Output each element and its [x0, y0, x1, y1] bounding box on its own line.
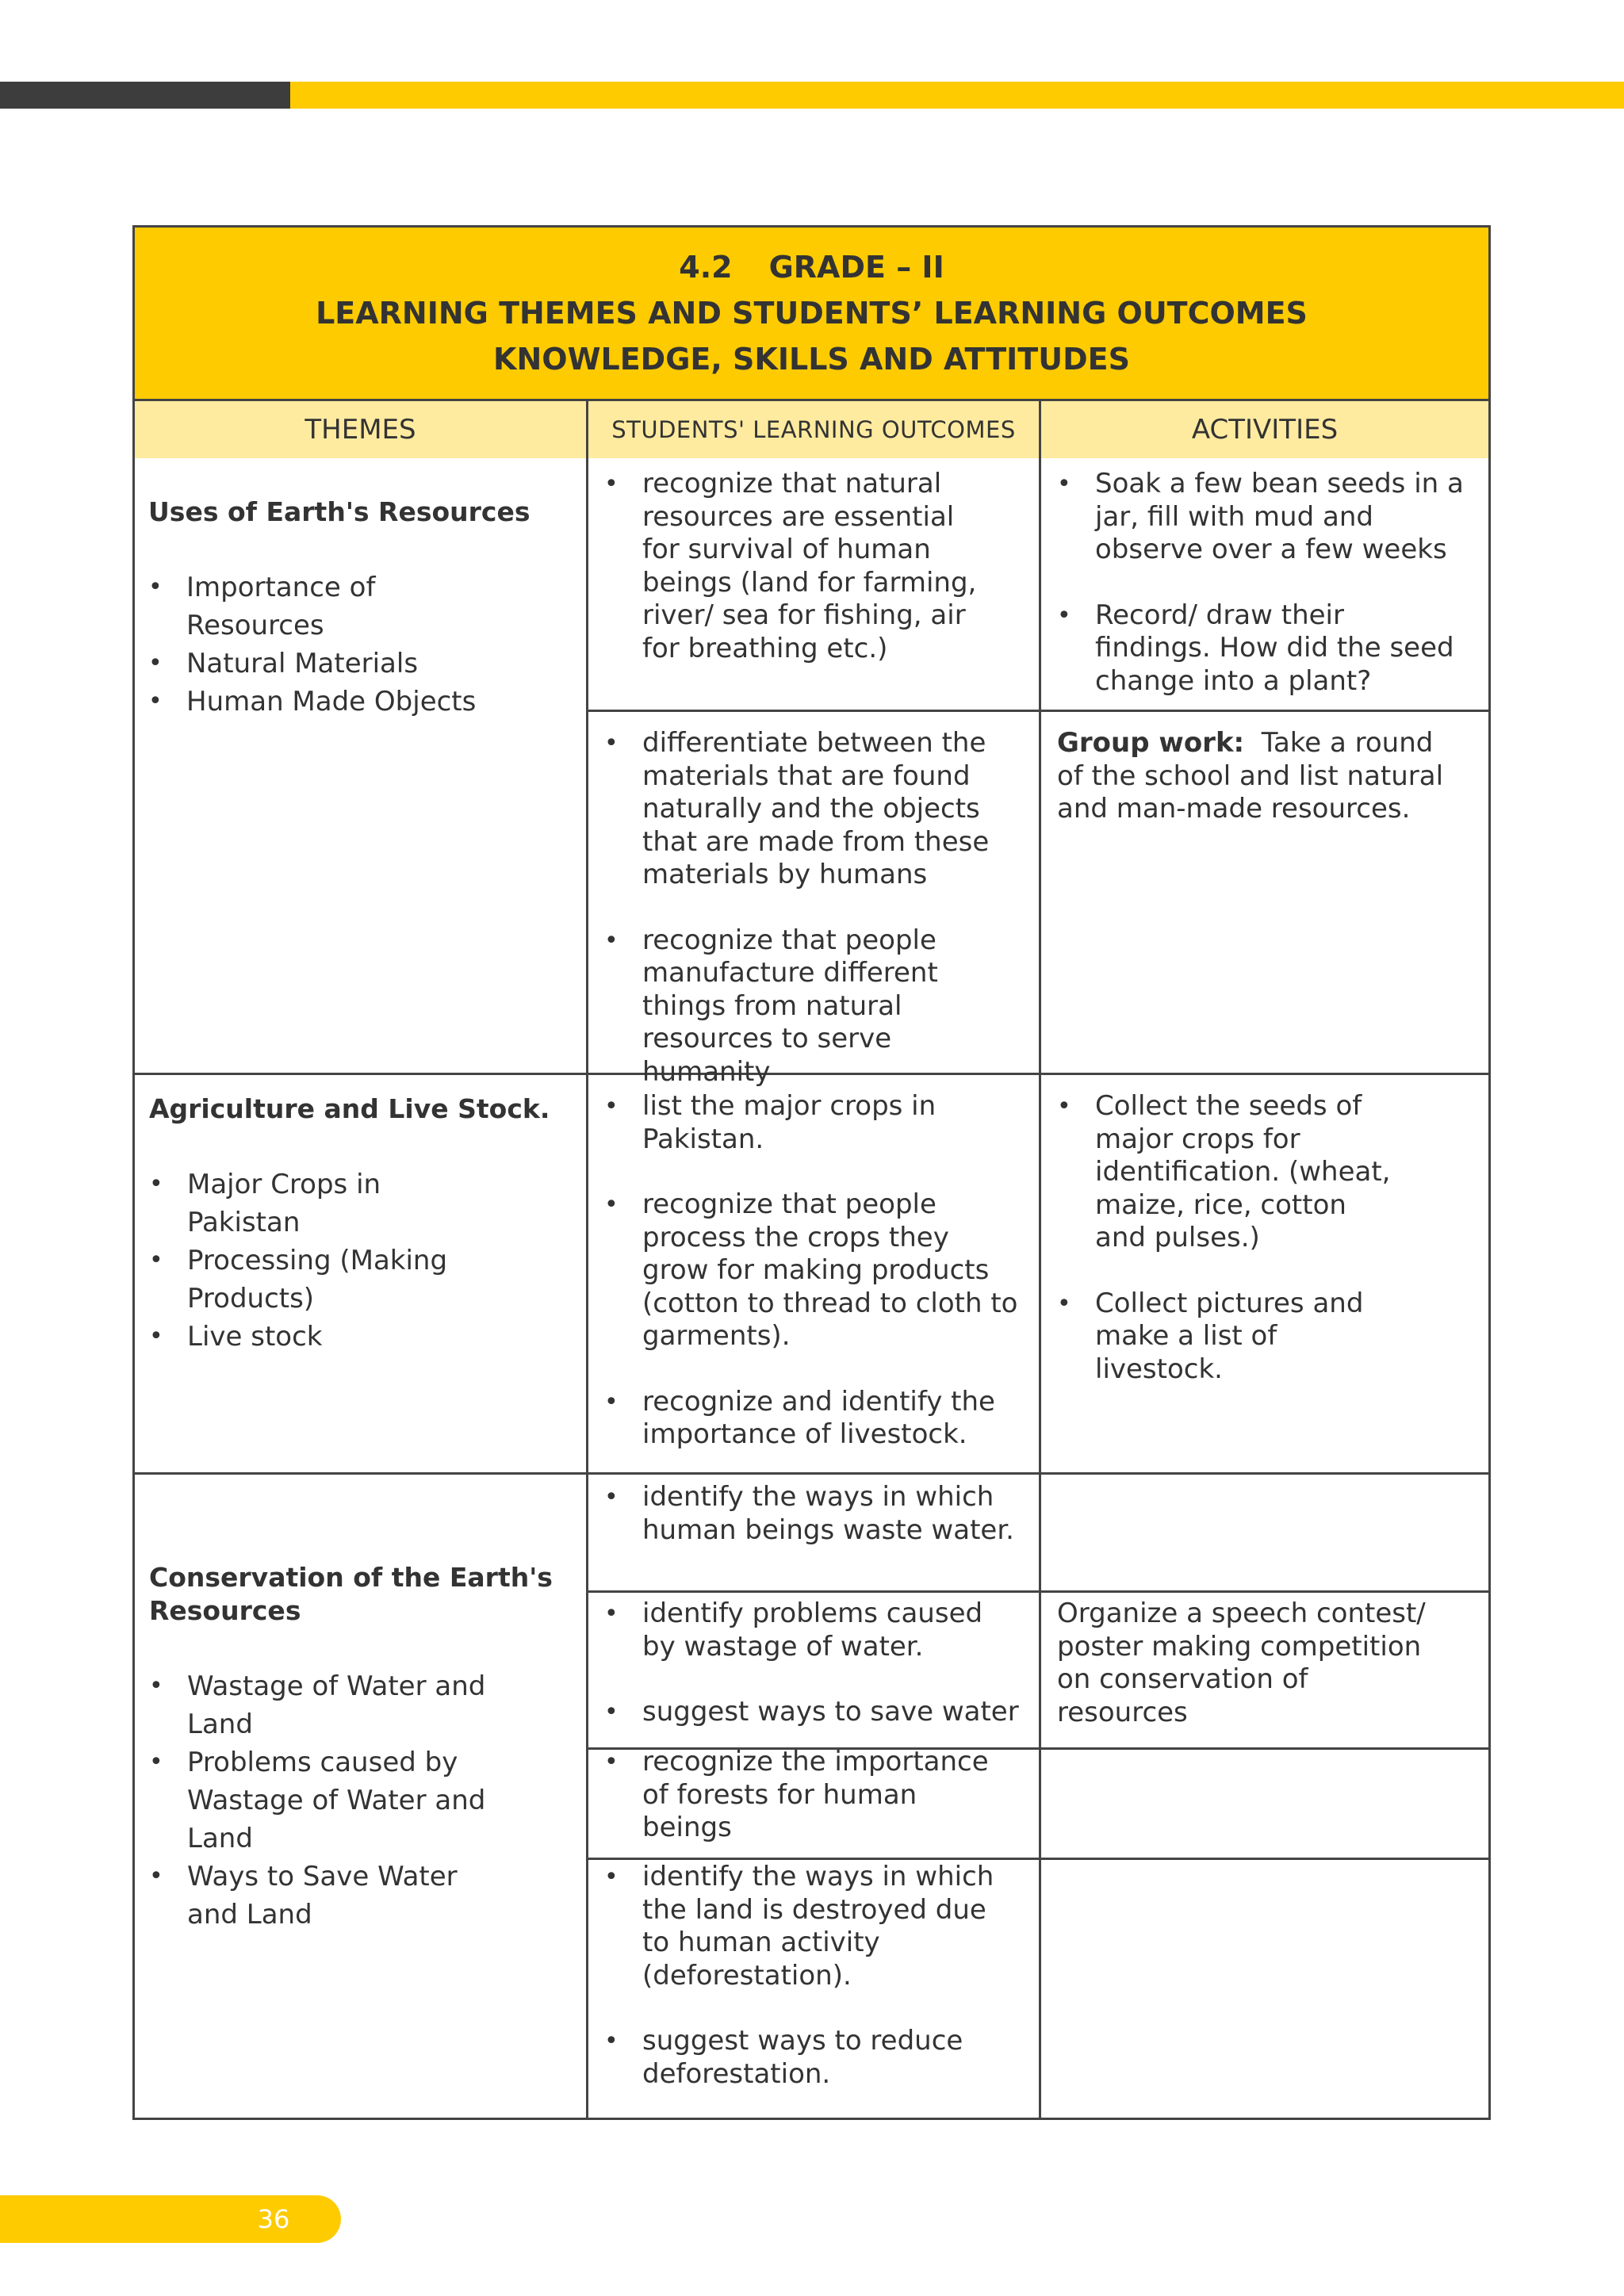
row-divider [586, 710, 1491, 712]
activities-cell [1057, 468, 1477, 698]
theme-item: • Problems caused by Wastage of Water and Land [149, 1743, 520, 1858]
outcome-item: • suggest ways to save water [604, 1696, 1025, 1729]
outcomes-list [604, 1090, 1025, 1452]
theme-title: Uses of Earth's Resources [148, 496, 530, 527]
title-line-kwsa: KNOWLEDGE, SKILLS AND ATTITUDES [493, 342, 1130, 377]
title-line-themes: LEARNING THEMES AND STUDENTS’ LEARNING OUTCOMES [316, 296, 1308, 331]
theme-item: • Wastage of Water and Land [149, 1667, 520, 1743]
curriculum-table [132, 225, 1491, 2120]
group-work-label: Group work: [1057, 727, 1245, 759]
outcomes-cell [604, 1746, 1025, 1845]
row-divider [586, 1858, 1491, 1860]
header-bar-yellow [290, 82, 1624, 109]
theme-item: • Importance of Resources [148, 568, 393, 645]
outcome-item: • recognize that people process the crops they grow for making products (cotton to thread to cloth to garments). [604, 1188, 1023, 1353]
theme-list [149, 1165, 577, 1356]
outcomes-list [604, 727, 1025, 1089]
outcomes-cell [604, 1598, 1025, 1729]
outcome-item: • identify the ways in which human beings waste water. [604, 1481, 1015, 1547]
outcome-item: • recognize that natural resources are essential for survival of human beings (land for farming, river/ sea for fishing, air for breathing etc.) [604, 468, 991, 665]
grade-label: GRADE – II [768, 250, 944, 285]
header-bar-dark [0, 82, 290, 109]
outcome-item: • differentiate between the materials that are found naturally and the objects that are made from these materials by humans [604, 727, 991, 892]
outcomes-list [604, 1746, 1025, 1845]
activities-cell [1057, 1090, 1454, 1386]
theme-cell-conservation [149, 1561, 577, 1934]
outcomes-cell [604, 727, 1025, 1089]
outcomes-cell [604, 1481, 1025, 1547]
column-divider [586, 401, 588, 2118]
activity-item: • Collect pictures and make a list of livestock. [1057, 1288, 1396, 1387]
outcomes-list [604, 1481, 1025, 1547]
theme-item: • Major Crops in Pakistan [149, 1165, 409, 1242]
activity-item: • Record/ draw their findings. How did the seed change into a plant? [1057, 599, 1468, 698]
outcomes-cell [604, 1090, 1025, 1452]
activities-cell [1057, 727, 1454, 826]
outcome-item: • list the major crops in Pakistan. [604, 1090, 975, 1156]
theme-item: • Processing (Making Products) [149, 1242, 488, 1318]
theme-title: Conservation of the Earth's Resources [149, 1562, 553, 1626]
activities-cell: Organize a speech contest/ poster making competition on conservation of resources [1057, 1598, 1426, 1728]
group-work-text: Take a round of the school and list natural and man-made resources. [1057, 727, 1444, 825]
outcomes-list [604, 468, 1017, 665]
column-header-themes: THEMES [304, 414, 416, 446]
outcome-item: • identify the ways in which the land is destroyed due to human activity (deforestation). [604, 1861, 999, 1992]
table-title [135, 228, 1488, 401]
outcomes-cell [604, 1861, 1025, 2091]
row-divider [586, 1590, 1491, 1593]
title-line-grade [679, 244, 944, 290]
column-divider [1039, 401, 1041, 2118]
activity-item: • Collect the seeds of major crops for identification. (wheat, maize, rice, cotton and pulses.) [1057, 1090, 1396, 1255]
outcome-item: • suggest ways to reduce deforestation. [604, 2025, 991, 2091]
outcomes-cell [604, 468, 1017, 665]
outcome-item: • identify problems caused by wastage of water. [604, 1598, 1023, 1663]
theme-list [148, 568, 576, 721]
theme-title: Agriculture and Live Stock. [149, 1093, 550, 1124]
theme-item: • Human Made Objects [148, 683, 576, 721]
theme-item: • Live stock [149, 1318, 577, 1356]
outcomes-list [604, 1861, 1025, 2091]
outcome-item: • recognize that people manufacture different things from natural resources to serve humanity [604, 924, 1023, 1089]
row-divider [135, 1472, 1491, 1475]
outcome-item: • recognize the importance of forests for human beings [604, 1746, 991, 1845]
section-number: 4.2 [679, 250, 733, 285]
theme-item: • Ways to Save Water and Land [149, 1858, 496, 1934]
column-header-activities: ACTIVITIES [1191, 414, 1339, 446]
outcomes-list [604, 1598, 1025, 1729]
page-number: 36 [257, 2204, 290, 2234]
theme-item: • Natural Materials [148, 645, 576, 683]
activities-list [1057, 468, 1477, 698]
outcome-item: • recognize and identify the importance of livestock. [604, 1386, 1023, 1452]
activities-list [1057, 1090, 1454, 1386]
theme-cell-agriculture [149, 1093, 577, 1356]
theme-list [149, 1667, 577, 1934]
column-header-outcomes: STUDENTS' LEARNING OUTCOMES [611, 416, 1016, 443]
activity-item: • Soak a few bean seeds in a jar, fill with mud and observe over a few weeks [1057, 468, 1468, 567]
theme-cell-uses-of-resources [148, 496, 576, 721]
